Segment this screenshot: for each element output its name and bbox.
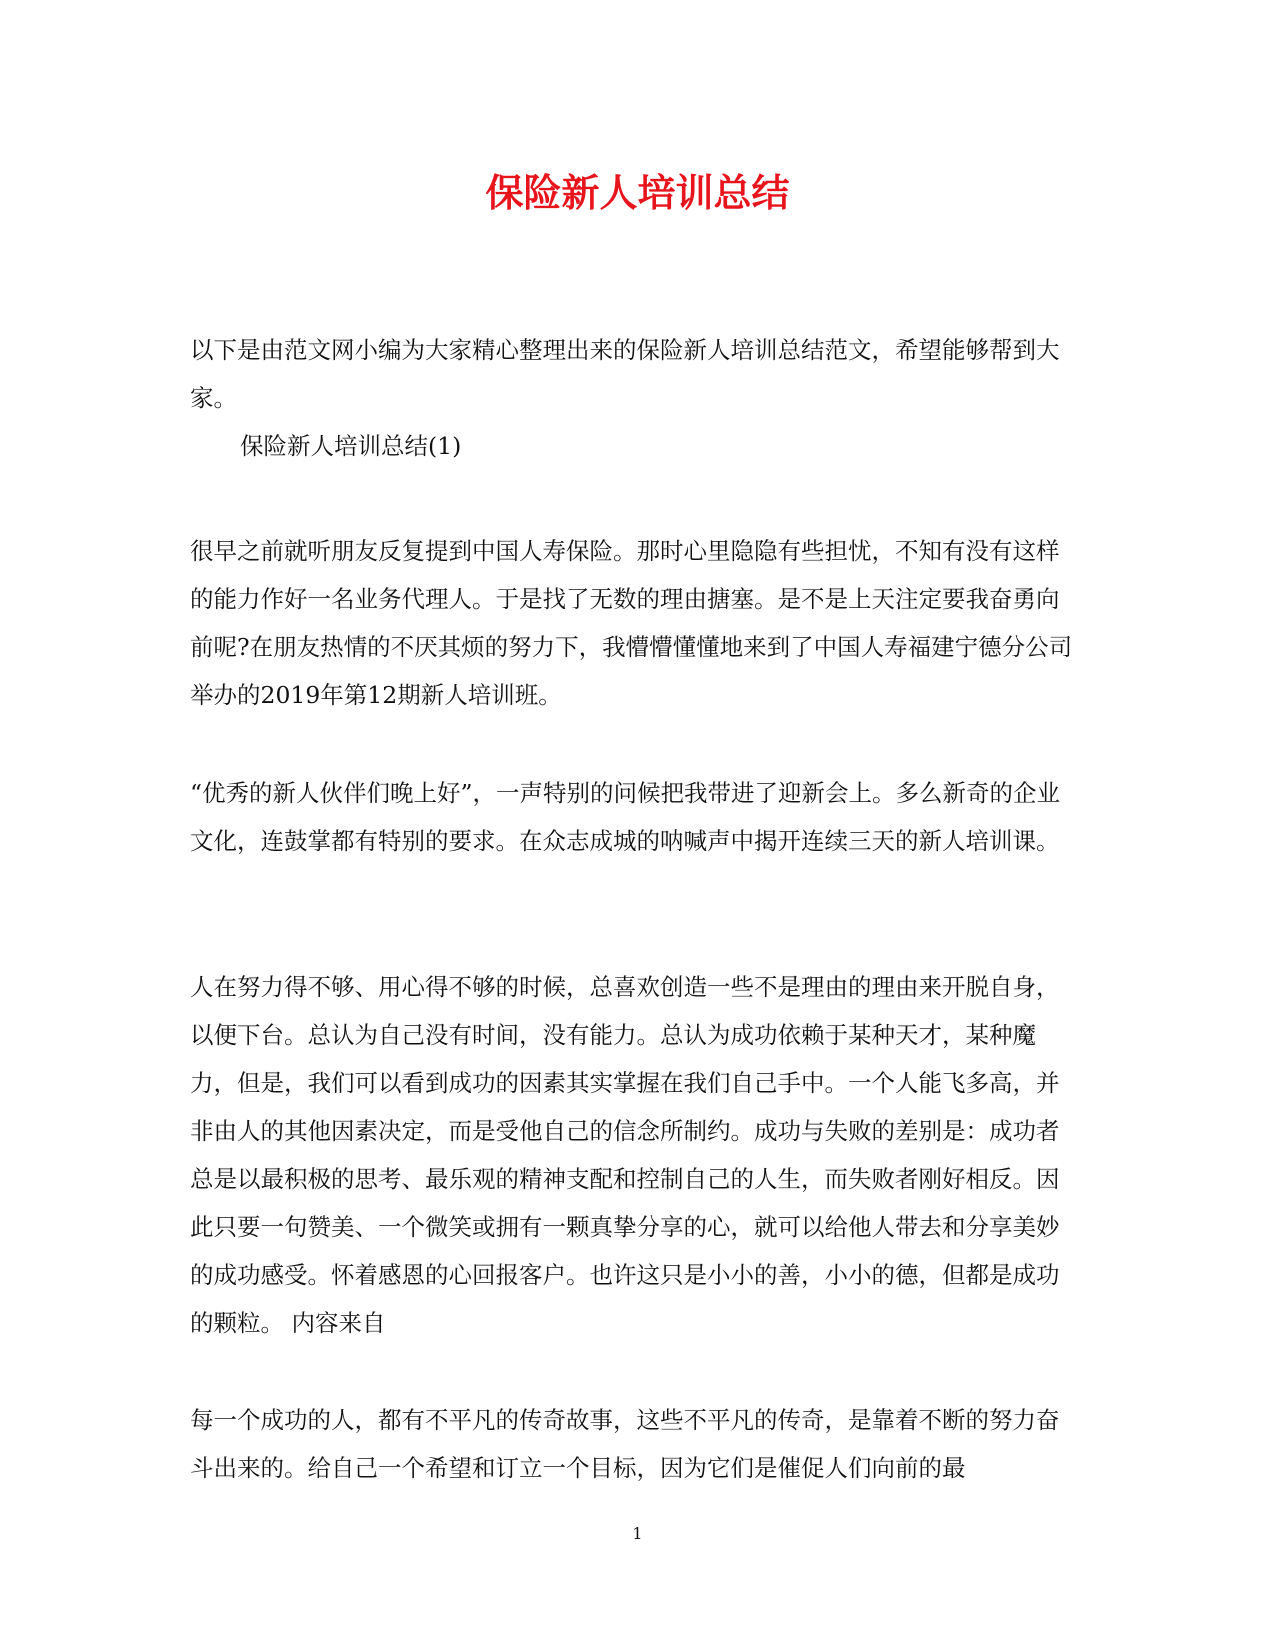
body-paragraph: “优秀的新人伙伴们晚上好”，一声特别的问候把我带进了迎新会上。多么新奇的企业文化，连鼓掌都有特别的要求。在众志成城的呐喊声中揭开连续三天的新人培训课。 <box>190 779 1061 855</box>
body-paragraph: 每一个成功的人，都有不平凡的传奇故事，这些不平凡的传奇，是靠着不断的努力奋斗出来的。给自己一个希望和订立一个目标，因为它们是催促人们向前的最 <box>190 1406 1060 1482</box>
body-paragraph: 人在努力得不够、用心得不够的时候，总喜欢创造一些不是理由的理由来开脱自身，以便下台。总认为自己没有时间，没有能力。总认为成功依赖于某种天才，某种魔力，但是，我们可以看到成功的因素其实掌握在我们自己手中。一个人能飞多高，并非由人的其他因素决定，而是受他自己的信念所制约。成功与失败的差别是：成功者总是以最积极的思考、最乐观的精神支配和控制自己的人生，而失败者刚好相反。因此只要一句赞美、一个微笑或拥有一颗真挚分享的心，就可以给他人带去和分享美妙的成功感受。怀着感恩的心回报客户。也许这只是小小的善，小小的德，但都是成功的颗粒。 内容来自 <box>190 973 1060 1337</box>
body-paragraph: 很早之前就听朋友反复提到中国人寿保险。那时心里隐隐有些担忧，不知有没有这样的能力作好一名业务代理人。于是找了无数的理由搪塞。是不是上天注定要我奋勇向前呢?在朋友热情的不厌其烦的努力下，我懵懵懂懂地来到了中国人寿福建宁德分公司举办的2019年第12期新人培训班。 <box>190 537 1073 709</box>
page-number: 1 <box>632 1524 643 1543</box>
section-subtitle: 保险新人培训总结(1) <box>240 432 462 460</box>
intro-paragraph: 以下是由范文网小编为大家精心整理出来的保险新人培训总结范文，希望能够帮到大家。 <box>190 336 1060 412</box>
document-title: 保险新人培训总结 <box>485 170 790 215</box>
